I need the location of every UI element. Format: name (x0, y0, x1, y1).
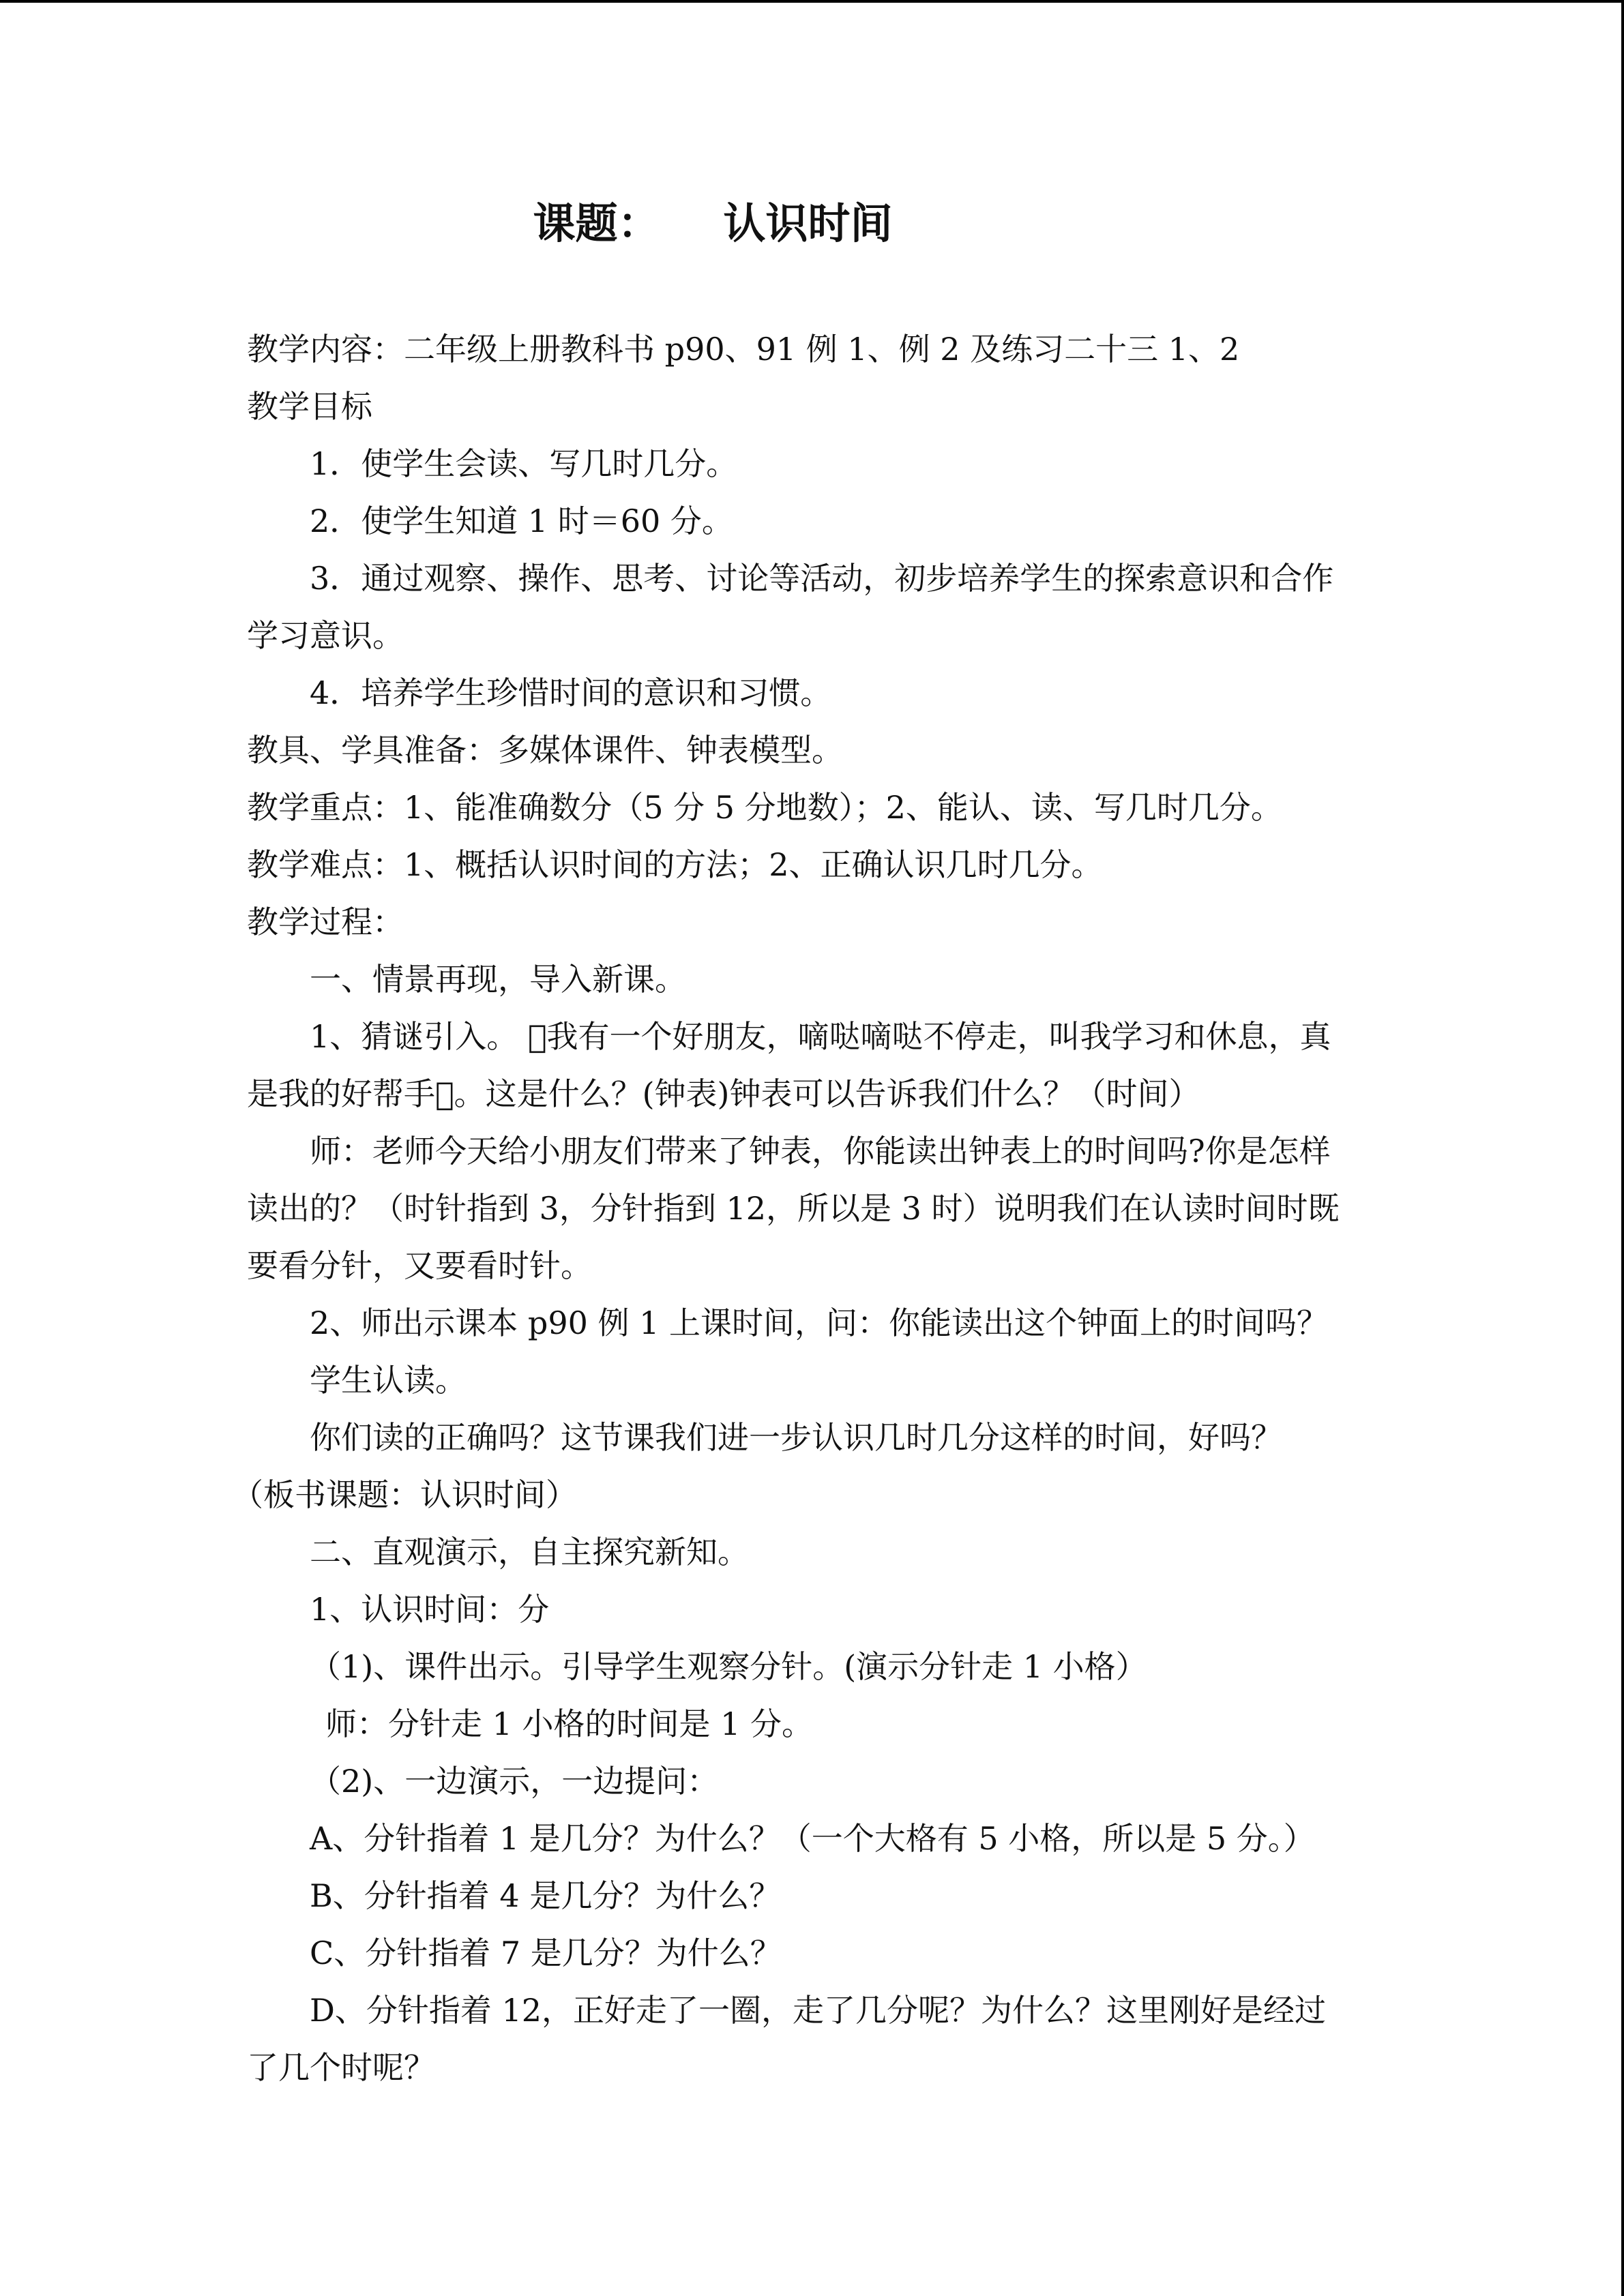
text-line: 2．使学生知道 1 时＝60 分。 (310, 503, 733, 539)
text-line: 2、师出示课本 p90 例 1 上课时间，问：你能读出这个钟面上的时间吗？ (310, 1304, 1329, 1341)
text-line: （板书课题：认识时间） (232, 1476, 577, 1513)
text-line: A、分针指着 1 是几分？为什么？（一个大格有 5 小格，所以是 5 分。） (310, 1820, 1315, 1857)
text-line: 教学目标 (247, 388, 372, 425)
text-line: 1．使学生会读、写几时几分。 (310, 445, 738, 482)
text-line: 师：老师今天给小朋友们带来了钟表，你能读出钟表上的时间吗?你是怎样 (310, 1133, 1331, 1169)
text-line: 你们读的正确吗？这节课我们进一步认识几时几分这样的时间，好吗？ (310, 1419, 1282, 1456)
text-line: 学生认读。 (310, 1362, 467, 1399)
text-line: 读出的？（时针指到 3，分针指到 12，所以是 3 时）说明我们在认读时间时既 (247, 1190, 1340, 1227)
text-line: 教学过程： (247, 904, 404, 940)
text-line: （2)、一边演示，一边提问： (310, 1763, 719, 1800)
text-line: C、分针指着 7 是几分？为什么？ (310, 1935, 782, 1971)
text-line: 4．培养学生珍惜时间的意识和习惯。 (310, 674, 832, 711)
page-border-top (0, 0, 1624, 3)
page-title: 课题： 认识时间 (533, 198, 893, 248)
text-line: 师：分针走 1 小格的时间是 1 分。 (325, 1705, 814, 1742)
text-line: （1)、课件出示。引导学生观察分针。(演示分针走 1 小格） (310, 1648, 1147, 1685)
text-line: 1、认识时间：分 (310, 1591, 550, 1628)
text-line: 教学内容：二年级上册教科书 p90、91 例 1、例 2 及练习二十三 1、2 (247, 331, 1240, 368)
text-line: 1、猜谜引入。  我有一个好朋友，嘀哒嘀哒不停走，叫我学习和休息，真 (310, 1018, 1331, 1055)
text-line: 二、直观演示，自主探究新知。 (310, 1534, 749, 1570)
text-line: B、分针指着 4 是几分？为什么？ (310, 1877, 781, 1914)
text-line: 教具、学具准备：多媒体课件、钟表模型。 (247, 732, 843, 769)
page-border-right (1621, 0, 1624, 2296)
text-line: 是我的好帮手 。这是什么？(钟表)钟表可以告诉我们什么？（时间） (247, 1075, 1200, 1112)
text-line: 了几个时呢？ (247, 2049, 435, 2086)
text-line: 一、情景再现，导入新课。 (310, 961, 686, 998)
text-line: 教学重点：1、能准确数分（5 分 5 分地数）；2、能认、读、写几时几分。 (247, 789, 1282, 826)
document-body (232, 320, 1379, 2096)
text-line: 3．通过观察、操作、思考、讨论等活动，初步培养学生的探索意识和合作 (310, 560, 1334, 597)
text-line: D、分针指着 12，正好走了一圈，走了几分呢？为什么？这里刚好是经过 (310, 1992, 1327, 2029)
text-line: 学习意识。 (247, 617, 404, 654)
text-line: 要看分针，又要看时针。 (247, 1247, 592, 1284)
text-line: 教学难点：1、概括认识时间的方法；2、正确认识几时几分。 (247, 846, 1103, 883)
